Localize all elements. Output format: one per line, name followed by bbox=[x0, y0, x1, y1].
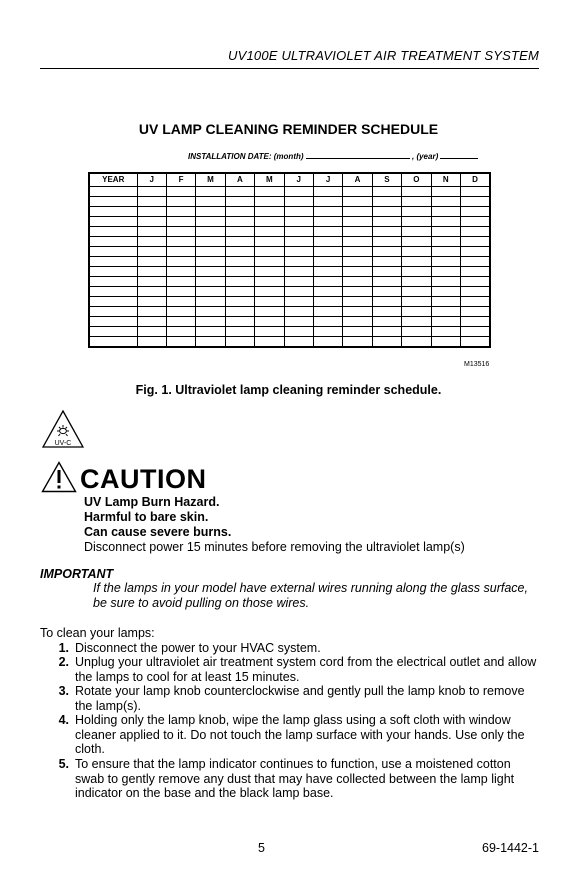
schedule-cell bbox=[255, 207, 284, 217]
reminder-schedule-table bbox=[88, 172, 491, 348]
schedule-cell bbox=[460, 227, 490, 237]
schedule-cell bbox=[284, 327, 313, 337]
schedule-cell bbox=[255, 197, 284, 207]
schedule-cell bbox=[225, 267, 254, 277]
schedule-cell bbox=[284, 317, 313, 327]
schedule-cell bbox=[137, 337, 166, 348]
schedule-cell bbox=[89, 227, 137, 237]
caution-line-4: Disconnect power 15 minutes before removing the ultraviolet lamp(s) bbox=[84, 540, 465, 554]
schedule-cell bbox=[372, 227, 401, 237]
schedule-cell bbox=[89, 257, 137, 267]
schedule-cell bbox=[313, 237, 342, 247]
schedule-cell bbox=[343, 287, 372, 297]
schedule-row bbox=[89, 237, 490, 247]
schedule-cell bbox=[196, 317, 225, 327]
schedule-row bbox=[89, 337, 490, 348]
schedule-cell bbox=[196, 197, 225, 207]
schedule-cell bbox=[284, 237, 313, 247]
schedule-cell bbox=[343, 337, 372, 348]
schedule-cell bbox=[166, 187, 195, 197]
schedule-cell bbox=[89, 287, 137, 297]
schedule-cell bbox=[402, 337, 431, 348]
schedule-cell bbox=[284, 267, 313, 277]
schedule-cell bbox=[343, 267, 372, 277]
step-text: Disconnect the power to your HVAC system. bbox=[75, 641, 321, 655]
schedule-cell bbox=[196, 217, 225, 227]
schedule-cell bbox=[137, 257, 166, 267]
schedule-cell bbox=[372, 307, 401, 317]
year-column-header: YEAR bbox=[89, 173, 137, 187]
schedule-cell bbox=[196, 277, 225, 287]
schedule-cell bbox=[313, 247, 342, 257]
schedule-cell bbox=[402, 187, 431, 197]
schedule-cell bbox=[196, 287, 225, 297]
month-column-header: O bbox=[402, 173, 431, 187]
schedule-cell bbox=[166, 277, 195, 287]
schedule-cell bbox=[255, 247, 284, 257]
schedule-cell bbox=[255, 267, 284, 277]
schedule-cell bbox=[284, 207, 313, 217]
month-column-header: J bbox=[313, 173, 342, 187]
schedule-cell bbox=[166, 297, 195, 307]
warning-icon bbox=[41, 461, 77, 493]
schedule-row bbox=[89, 197, 490, 207]
schedule-cell bbox=[166, 247, 195, 257]
schedule-cell bbox=[343, 317, 372, 327]
schedule-cell bbox=[166, 327, 195, 337]
schedule-cell bbox=[343, 277, 372, 287]
schedule-row bbox=[89, 327, 490, 337]
schedule-cell bbox=[89, 187, 137, 197]
schedule-cell bbox=[313, 277, 342, 287]
schedule-row bbox=[89, 317, 490, 327]
schedule-cell bbox=[431, 307, 460, 317]
schedule-cell bbox=[402, 287, 431, 297]
month-column-header: D bbox=[460, 173, 490, 187]
schedule-cell bbox=[313, 317, 342, 327]
schedule-cell bbox=[284, 187, 313, 197]
schedule-cell bbox=[372, 337, 401, 348]
step-5 bbox=[58, 757, 537, 801]
schedule-cell bbox=[284, 337, 313, 348]
schedule-cell bbox=[313, 257, 342, 267]
schedule-title: UV LAMP CLEANING REMINDER SCHEDULE bbox=[138, 121, 439, 137]
step-3 bbox=[58, 684, 537, 713]
schedule-cell bbox=[431, 327, 460, 337]
step-4 bbox=[58, 713, 537, 757]
schedule-cell bbox=[255, 287, 284, 297]
schedule-cell bbox=[89, 297, 137, 307]
schedule-cell bbox=[460, 267, 490, 277]
schedule-cell bbox=[196, 227, 225, 237]
schedule-cell bbox=[372, 237, 401, 247]
schedule-cell bbox=[372, 247, 401, 257]
schedule-cell bbox=[313, 187, 342, 197]
caution-line-1: UV Lamp Burn Hazard. bbox=[84, 495, 220, 509]
figure-caption: Fig. 1. Ultraviolet lamp cleaning reminder schedule. bbox=[135, 383, 442, 397]
schedule-cell bbox=[225, 287, 254, 297]
page-number: 5 bbox=[258, 841, 265, 855]
schedule-cell bbox=[255, 237, 284, 247]
schedule-cell bbox=[313, 207, 342, 217]
schedule-cell bbox=[89, 197, 137, 207]
schedule-cell bbox=[255, 297, 284, 307]
schedule-cell bbox=[196, 337, 225, 348]
schedule-cell bbox=[313, 217, 342, 227]
schedule-cell bbox=[431, 267, 460, 277]
schedule-cell bbox=[89, 317, 137, 327]
schedule-cell bbox=[460, 287, 490, 297]
schedule-cell bbox=[402, 217, 431, 227]
installation-year-label: , (year) bbox=[412, 152, 439, 161]
schedule-cell bbox=[255, 227, 284, 237]
schedule-cell bbox=[313, 307, 342, 317]
schedule-cell bbox=[255, 257, 284, 267]
schedule-cell bbox=[196, 247, 225, 257]
schedule-cell bbox=[166, 317, 195, 327]
schedule-cell bbox=[89, 277, 137, 287]
schedule-cell bbox=[225, 237, 254, 247]
schedule-cell bbox=[166, 237, 195, 247]
schedule-cell bbox=[313, 327, 342, 337]
schedule-cell bbox=[255, 187, 284, 197]
schedule-cell bbox=[89, 307, 137, 317]
schedule-cell bbox=[225, 337, 254, 348]
schedule-cell bbox=[343, 327, 372, 337]
schedule-cell bbox=[284, 287, 313, 297]
schedule-cell bbox=[89, 207, 137, 217]
schedule-cell bbox=[137, 277, 166, 287]
schedule-cell bbox=[372, 217, 401, 227]
schedule-cell bbox=[255, 307, 284, 317]
step-number: 2. bbox=[58, 655, 69, 669]
schedule-cell bbox=[313, 337, 342, 348]
schedule-cell bbox=[89, 217, 137, 227]
schedule-cell bbox=[137, 287, 166, 297]
caution-line-2: Harmful to bare skin. bbox=[84, 510, 209, 524]
schedule-cell bbox=[284, 217, 313, 227]
schedule-cell bbox=[196, 267, 225, 277]
schedule-cell bbox=[402, 197, 431, 207]
schedule-cell bbox=[343, 247, 372, 257]
schedule-cell bbox=[166, 207, 195, 217]
step-number: 5. bbox=[58, 757, 69, 771]
schedule-cell bbox=[460, 207, 490, 217]
schedule-cell bbox=[166, 287, 195, 297]
schedule-cell bbox=[402, 257, 431, 267]
month-column-header: A bbox=[343, 173, 372, 187]
schedule-cell bbox=[460, 217, 490, 227]
schedule-cell bbox=[225, 257, 254, 267]
schedule-cell bbox=[137, 227, 166, 237]
schedule-cell bbox=[225, 217, 254, 227]
schedule-cell bbox=[225, 307, 254, 317]
caution-heading: CAUTION bbox=[80, 464, 207, 494]
schedule-cell bbox=[255, 327, 284, 337]
schedule-cell bbox=[89, 247, 137, 257]
step-2 bbox=[58, 655, 537, 684]
schedule-cell bbox=[137, 187, 166, 197]
important-heading: IMPORTANT bbox=[40, 567, 114, 581]
schedule-cell bbox=[431, 237, 460, 247]
schedule-cell bbox=[225, 327, 254, 337]
schedule-cell bbox=[402, 327, 431, 337]
schedule-cell bbox=[225, 297, 254, 307]
schedule-cell bbox=[313, 227, 342, 237]
schedule-cell bbox=[431, 247, 460, 257]
schedule-cell bbox=[372, 297, 401, 307]
step-text: Holding only the lamp knob, wipe the lamp glass using a soft cloth with window cleaner applied to it. Do not touch the lamp surface with your hands. Use only the cloth. bbox=[75, 713, 525, 756]
schedule-cell bbox=[460, 327, 490, 337]
schedule-cell bbox=[402, 277, 431, 287]
month-column-header: J bbox=[284, 173, 313, 187]
schedule-cell bbox=[343, 237, 372, 247]
schedule-cell bbox=[402, 237, 431, 247]
schedule-cell bbox=[255, 277, 284, 287]
schedule-cell bbox=[460, 187, 490, 197]
schedule-row bbox=[89, 267, 490, 277]
schedule-cell bbox=[196, 297, 225, 307]
schedule-cell bbox=[196, 307, 225, 317]
schedule-cell bbox=[431, 257, 460, 267]
schedule-header-row bbox=[89, 173, 490, 187]
schedule-row bbox=[89, 227, 490, 237]
schedule-cell bbox=[284, 247, 313, 257]
schedule-cell bbox=[196, 207, 225, 217]
installation-month-label: INSTALLATION DATE: (month) bbox=[188, 152, 304, 161]
step-number: 4. bbox=[58, 713, 69, 727]
uvc-hazard-icon bbox=[42, 410, 84, 448]
schedule-cell bbox=[313, 197, 342, 207]
schedule-cell bbox=[372, 267, 401, 277]
month-blank bbox=[306, 150, 410, 159]
schedule-cell bbox=[372, 187, 401, 197]
schedule-row bbox=[89, 287, 490, 297]
schedule-cell bbox=[402, 297, 431, 307]
schedule-cell bbox=[431, 297, 460, 307]
year-blank bbox=[440, 150, 478, 159]
schedule-cell bbox=[343, 197, 372, 207]
schedule-row bbox=[89, 207, 490, 217]
schedule-cell bbox=[284, 257, 313, 267]
schedule-row bbox=[89, 277, 490, 287]
schedule-cell bbox=[431, 287, 460, 297]
document-number: 69-1442-1 bbox=[482, 841, 539, 855]
month-column-header: J bbox=[137, 173, 166, 187]
schedule-cell bbox=[431, 227, 460, 237]
schedule-cell bbox=[89, 337, 137, 348]
step-1 bbox=[58, 641, 537, 656]
schedule-cell bbox=[137, 297, 166, 307]
schedule-cell bbox=[343, 307, 372, 317]
schedule-cell bbox=[196, 237, 225, 247]
schedule-cell bbox=[313, 297, 342, 307]
schedule-cell bbox=[343, 187, 372, 197]
schedule-cell bbox=[137, 197, 166, 207]
schedule-cell bbox=[372, 277, 401, 287]
schedule-row bbox=[89, 217, 490, 227]
schedule-cell bbox=[284, 307, 313, 317]
schedule-cell bbox=[431, 197, 460, 207]
schedule-cell bbox=[166, 337, 195, 348]
schedule-body bbox=[89, 187, 490, 348]
schedule-cell bbox=[343, 207, 372, 217]
schedule-cell bbox=[313, 267, 342, 277]
schedule-cell bbox=[460, 277, 490, 287]
schedule-cell bbox=[431, 217, 460, 227]
schedule-cell bbox=[284, 227, 313, 237]
schedule-cell bbox=[137, 207, 166, 217]
schedule-cell bbox=[460, 307, 490, 317]
schedule-cell bbox=[89, 267, 137, 277]
schedule-cell bbox=[137, 237, 166, 247]
schedule-cell bbox=[284, 277, 313, 287]
schedule-row bbox=[89, 247, 490, 257]
step-number: 3. bbox=[58, 684, 69, 698]
figure-number: M13516 bbox=[464, 361, 490, 368]
instructions-intro: To clean your lamps: bbox=[40, 626, 155, 640]
schedule-cell bbox=[372, 257, 401, 267]
schedule-cell bbox=[402, 207, 431, 217]
schedule-cell bbox=[372, 287, 401, 297]
schedule-cell bbox=[255, 217, 284, 227]
schedule-cell bbox=[431, 207, 460, 217]
schedule-cell bbox=[460, 257, 490, 267]
schedule-cell bbox=[372, 327, 401, 337]
schedule-cell bbox=[137, 327, 166, 337]
schedule-cell bbox=[343, 297, 372, 307]
schedule-cell bbox=[402, 247, 431, 257]
schedule-cell bbox=[460, 317, 490, 327]
schedule-cell bbox=[166, 217, 195, 227]
schedule-cell bbox=[225, 247, 254, 257]
schedule-cell bbox=[372, 317, 401, 327]
page-header-title: UV100E ULTRAVIOLET AIR TREATMENT SYSTEM bbox=[228, 48, 539, 63]
schedule-cell bbox=[431, 317, 460, 327]
schedule-cell bbox=[225, 207, 254, 217]
schedule-cell bbox=[255, 337, 284, 348]
schedule-cell bbox=[255, 317, 284, 327]
schedule-cell bbox=[460, 247, 490, 257]
schedule-cell bbox=[137, 267, 166, 277]
header-rule bbox=[40, 68, 539, 69]
schedule-row bbox=[89, 297, 490, 307]
step-text: Rotate your lamp knob counterclockwise and gently pull the lamp knob to remove the lamp(s). bbox=[75, 684, 525, 713]
uvc-label: UV-C bbox=[54, 440, 72, 447]
schedule-cell bbox=[196, 257, 225, 267]
schedule-cell bbox=[343, 217, 372, 227]
month-column-header: M bbox=[196, 173, 225, 187]
schedule-cell bbox=[343, 227, 372, 237]
schedule-cell bbox=[372, 207, 401, 217]
schedule-cell bbox=[166, 307, 195, 317]
caution-line-3: Can cause severe burns. bbox=[84, 525, 232, 539]
schedule-cell bbox=[225, 187, 254, 197]
schedule-cell bbox=[460, 237, 490, 247]
schedule-cell bbox=[343, 257, 372, 267]
month-column-header: F bbox=[166, 173, 195, 187]
schedule-cell bbox=[137, 317, 166, 327]
schedule-cell bbox=[225, 317, 254, 327]
important-text: If the lamps in your model have external wires running along the glass surface, be sure to avoid pulling on those wires. bbox=[93, 581, 528, 610]
schedule-cell bbox=[137, 247, 166, 257]
schedule-cell bbox=[225, 227, 254, 237]
installation-date-line bbox=[188, 150, 478, 161]
schedule-row bbox=[89, 187, 490, 197]
schedule-cell bbox=[402, 307, 431, 317]
schedule-cell bbox=[166, 267, 195, 277]
schedule-cell bbox=[196, 327, 225, 337]
step-number: 1. bbox=[58, 641, 69, 655]
schedule-cell bbox=[402, 317, 431, 327]
schedule-cell bbox=[460, 197, 490, 207]
schedule-cell bbox=[313, 287, 342, 297]
schedule-cell bbox=[284, 297, 313, 307]
schedule-row bbox=[89, 257, 490, 267]
schedule-cell bbox=[431, 337, 460, 348]
schedule-cell bbox=[166, 197, 195, 207]
schedule-cell bbox=[402, 227, 431, 237]
schedule-cell bbox=[402, 267, 431, 277]
schedule-cell bbox=[137, 307, 166, 317]
schedule-cell bbox=[284, 197, 313, 207]
schedule-cell bbox=[225, 277, 254, 287]
schedule-cell bbox=[89, 237, 137, 247]
schedule-cell bbox=[166, 227, 195, 237]
schedule-row bbox=[89, 307, 490, 317]
month-column-header: M bbox=[255, 173, 284, 187]
month-column-header: S bbox=[372, 173, 401, 187]
schedule-cell bbox=[89, 327, 137, 337]
schedule-cell bbox=[460, 297, 490, 307]
step-text: To ensure that the lamp indicator continues to function, use a moistened cotton swab to gently remove any dust that may have collected between the lamp light indicator on the base and the black lamp base. bbox=[75, 757, 515, 800]
schedule-cell bbox=[460, 337, 490, 348]
month-column-header: N bbox=[431, 173, 460, 187]
schedule-cell bbox=[431, 187, 460, 197]
schedule-cell bbox=[166, 257, 195, 267]
month-column-header: A bbox=[225, 173, 254, 187]
schedule-cell bbox=[372, 197, 401, 207]
schedule-cell bbox=[225, 197, 254, 207]
schedule-cell bbox=[137, 217, 166, 227]
schedule-cell bbox=[196, 187, 225, 197]
schedule-cell bbox=[431, 277, 460, 287]
step-text: Unplug your ultraviolet air treatment system cord from the electrical outlet and allow the lamps to cool for at least 15 minutes. bbox=[75, 655, 537, 684]
